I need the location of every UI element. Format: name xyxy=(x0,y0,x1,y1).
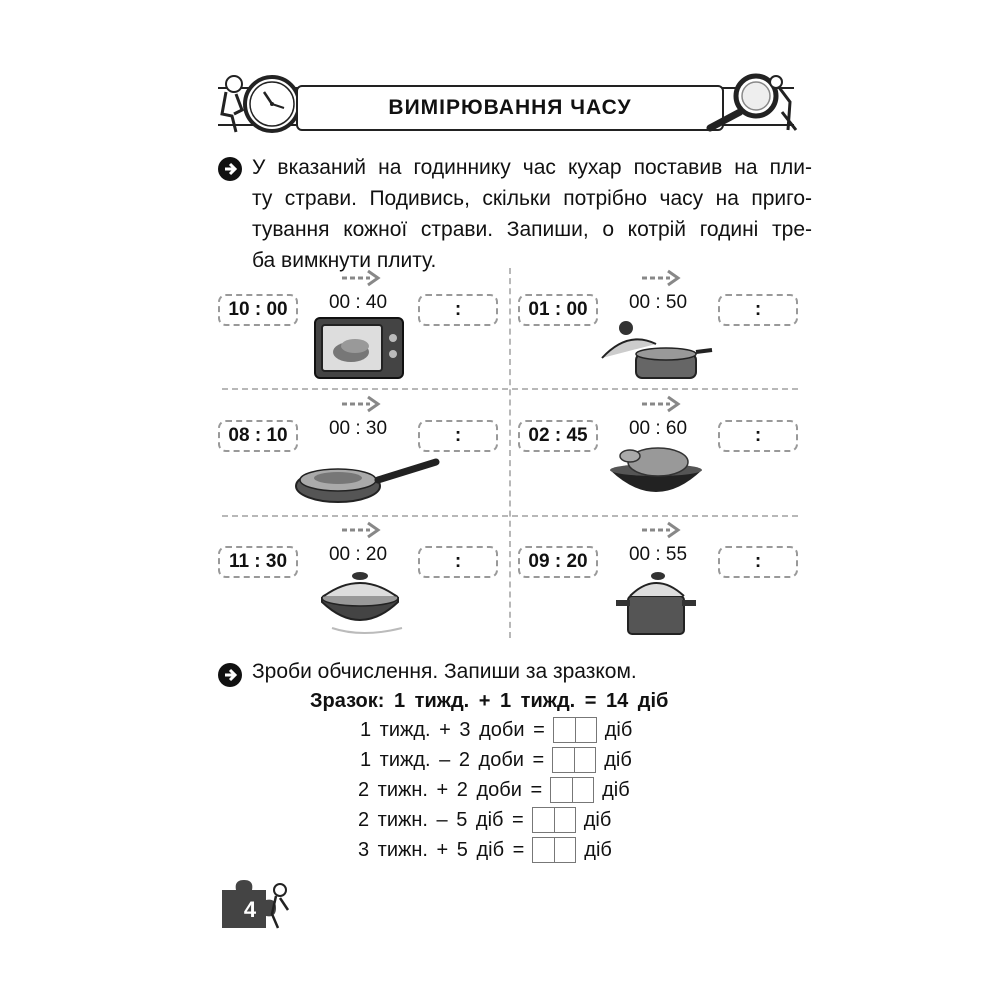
task-arrow-icon xyxy=(217,662,243,688)
answer-cells[interactable] xyxy=(532,837,576,863)
answer-box[interactable]: : xyxy=(718,420,798,452)
sample-equation: Зразок: 1 тижд. + 1 тижд. = 14 діб xyxy=(310,690,669,712)
equation-unit: діб xyxy=(604,748,632,771)
duration-label: 00 : 60 xyxy=(628,418,688,439)
microwave-icon xyxy=(313,316,405,380)
task2-instruction: Зроби обчислення. Запиши за зразком. xyxy=(252,660,637,683)
start-time-box: 11 : 30 xyxy=(218,546,298,578)
answer-box[interactable]: : xyxy=(718,546,798,578)
start-time-box: 01 : 00 xyxy=(518,294,598,326)
answer-box[interactable]: : xyxy=(418,420,498,452)
stock-pot-icon xyxy=(614,566,698,638)
casserole-icon xyxy=(312,566,408,638)
answer-box[interactable]: : xyxy=(718,294,798,326)
page-title: ВИМІРЮВАННЯ ЧАСУ xyxy=(296,85,724,131)
dashed-arrow-icon xyxy=(340,268,384,288)
task1-instruction xyxy=(252,152,812,276)
equation-row xyxy=(358,835,612,865)
equation-unit: діб xyxy=(584,838,612,861)
equation-expression: 2 тижн. + 2 доби = xyxy=(358,778,543,801)
equation-row xyxy=(358,805,611,835)
task1-line: ба вимкнути плиту. xyxy=(252,249,437,272)
equation-expression: 1 тижд. – 2 доби = xyxy=(360,748,545,771)
equation-row xyxy=(358,775,630,805)
answer-cells[interactable] xyxy=(553,717,597,743)
task1-line: У вказаний на годиннику час кухар поставив на пли- xyxy=(252,156,812,179)
dashed-arrow-icon xyxy=(640,268,684,288)
equation-unit: діб xyxy=(583,808,612,831)
answer-cells[interactable] xyxy=(550,777,594,803)
equation-expression: 1 тижд. + 3 доби = xyxy=(360,718,545,741)
task1-line: ту страви. Подивись, скільки потрібно часу на приго- xyxy=(252,187,812,210)
answer-cells[interactable] xyxy=(552,747,596,773)
dashed-arrow-icon xyxy=(340,394,384,414)
equation-expression: 2 тижн. – 5 діб = xyxy=(358,808,524,831)
answer-box[interactable]: : xyxy=(418,546,498,578)
frying-pan-icon xyxy=(294,456,440,506)
equation-expression: 3 тижн. + 5 діб = xyxy=(358,838,525,861)
dashed-arrow-icon xyxy=(640,394,684,414)
duration-label: 00 : 20 xyxy=(328,544,388,565)
equation-row xyxy=(360,745,632,775)
answer-box[interactable]: : xyxy=(418,294,498,326)
start-time-box: 09 : 20 xyxy=(518,546,598,578)
page-number: 4 xyxy=(243,897,257,922)
answer-cells[interactable] xyxy=(532,807,576,833)
roast-chicken-icon xyxy=(606,444,706,502)
duration-label: 00 : 40 xyxy=(328,292,388,313)
grid-divider-vertical xyxy=(509,268,511,638)
equation-unit: діб xyxy=(604,718,633,741)
duration-label: 00 : 55 xyxy=(628,544,688,565)
grid-divider-horizontal xyxy=(222,388,798,390)
equation-row xyxy=(360,715,632,745)
pot-with-lid-icon xyxy=(598,318,716,382)
duration-label: 00 : 30 xyxy=(328,418,388,439)
dashed-arrow-icon xyxy=(340,520,384,540)
start-time-box: 10 : 00 xyxy=(218,294,298,326)
boy-clock-icon xyxy=(212,70,304,136)
grid-divider-horizontal xyxy=(222,515,798,517)
task-arrow-icon xyxy=(217,156,243,182)
start-time-box: 02 : 45 xyxy=(518,420,598,452)
duration-label: 00 : 50 xyxy=(628,292,688,313)
magnifier-icon xyxy=(704,72,800,134)
equation-unit: діб xyxy=(602,778,630,801)
start-time-box: 08 : 10 xyxy=(218,420,298,452)
task1-line: тування кожної страви. Запиши, о котрій годині тре- xyxy=(252,218,812,241)
dashed-arrow-icon xyxy=(640,520,684,540)
